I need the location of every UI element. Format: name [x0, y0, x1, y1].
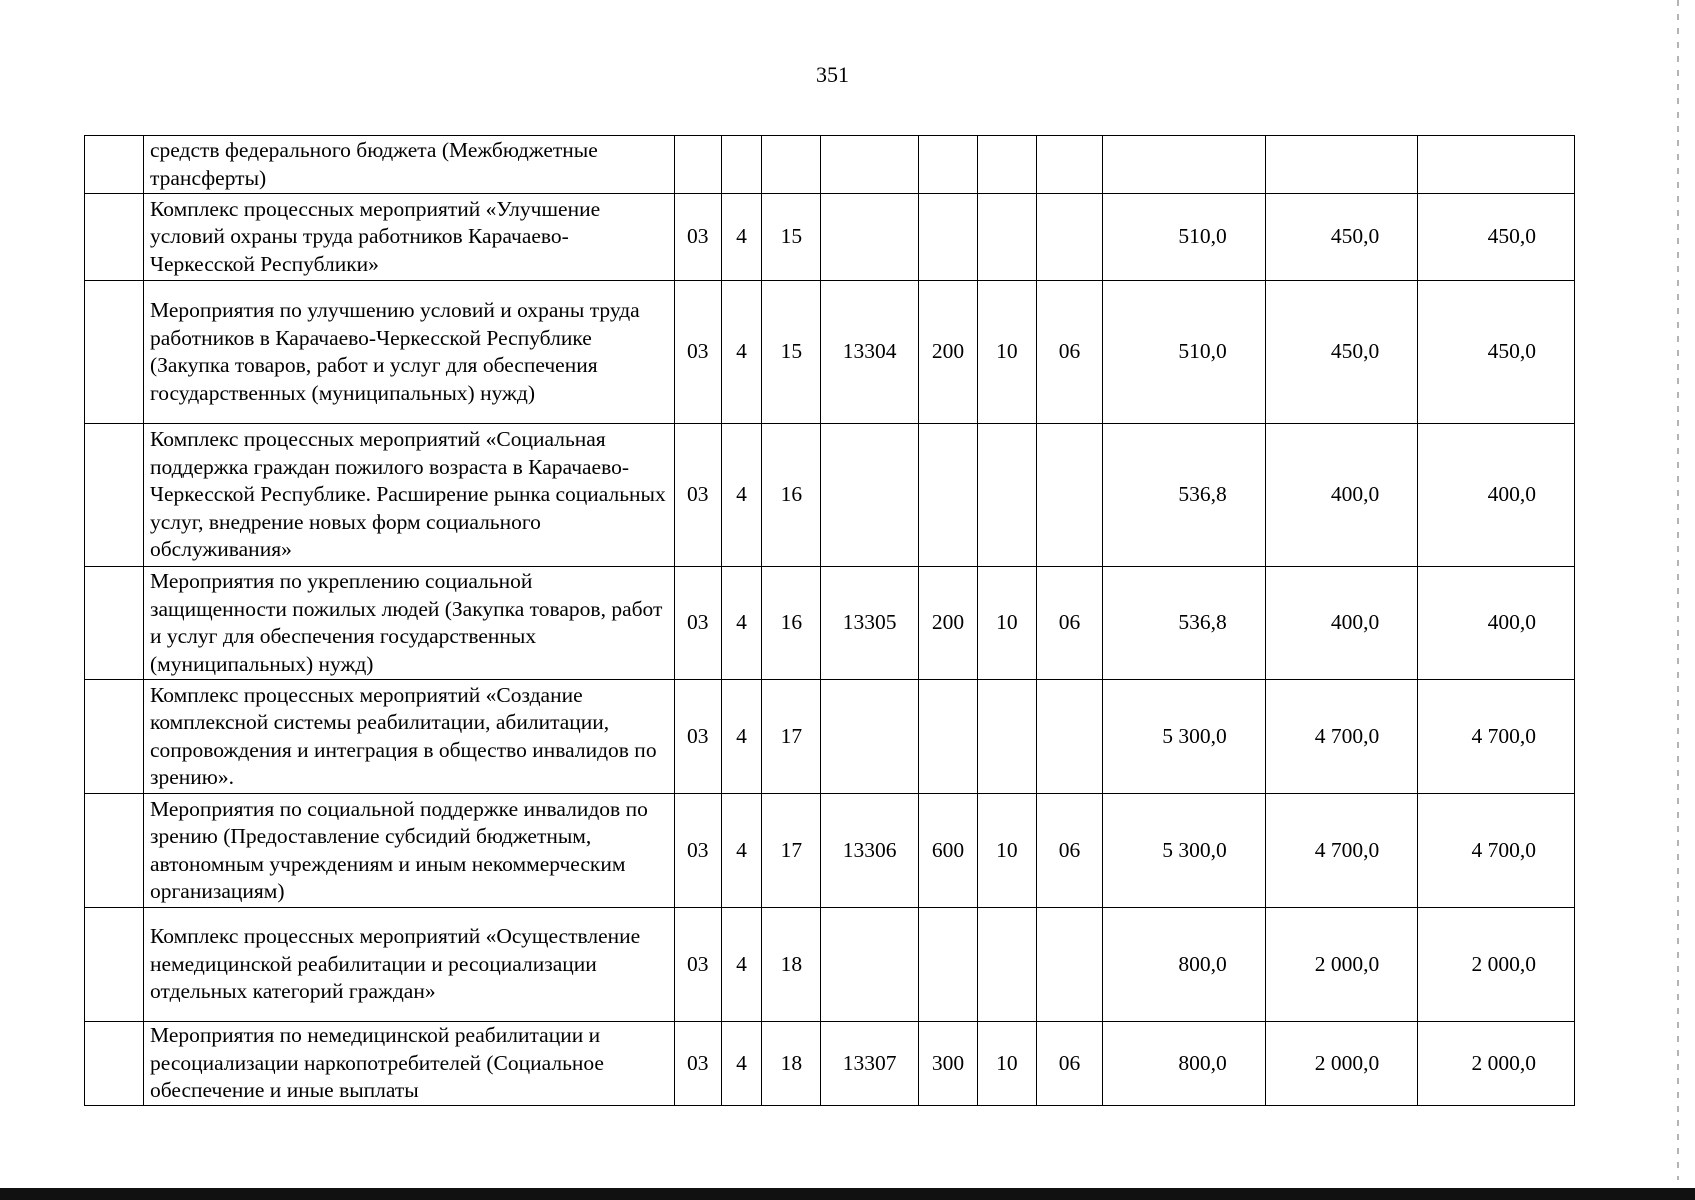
amount-cell-y1: 510,0	[1103, 281, 1266, 424]
code-cell-c6: 10	[977, 281, 1036, 424]
code-cell-c6	[977, 680, 1036, 794]
code-cell-c4	[821, 424, 919, 567]
row-number-cell	[85, 281, 144, 424]
code-cell-c4	[821, 908, 919, 1022]
amount-cell-y3	[1418, 136, 1575, 194]
table-row	[85, 281, 1575, 424]
row-number-cell	[85, 136, 144, 194]
budget-table-body	[85, 136, 1575, 1106]
code-cell-c5	[918, 136, 977, 194]
description-cell: Комплекс процессных мероприятий «Создание комплексной системы реабилитации, абилитации, сопровождения и интеграция в общество инвалидов по зрению».	[143, 680, 674, 794]
description-cell: Комплекс процессных мероприятий «Улучшение условий охраны труда работников Карачаево-Черкесской Республики»	[143, 194, 674, 281]
code-cell-c2: 4	[721, 1022, 762, 1106]
code-cell-c6	[977, 424, 1036, 567]
code-cell-c5	[918, 424, 977, 567]
amount-cell-y2: 2 000,0	[1265, 1022, 1418, 1106]
table-row	[85, 908, 1575, 1022]
amount-cell-y3: 450,0	[1418, 194, 1575, 281]
code-cell-c7: 06	[1036, 794, 1102, 908]
code-cell-c7: 06	[1036, 281, 1102, 424]
code-cell-c5	[918, 680, 977, 794]
code-cell-c4: 13307	[821, 1022, 919, 1106]
amount-cell-y2: 400,0	[1265, 424, 1418, 567]
amount-cell-y3: 400,0	[1418, 567, 1575, 680]
code-cell-c3: 18	[762, 908, 821, 1022]
amount-cell-y3: 4 700,0	[1418, 680, 1575, 794]
amount-cell-y2: 4 700,0	[1265, 680, 1418, 794]
code-cell-c6	[977, 194, 1036, 281]
row-number-cell	[85, 794, 144, 908]
code-cell-c5	[918, 908, 977, 1022]
scan-edge-line	[1677, 0, 1679, 1180]
code-cell-c4: 13304	[821, 281, 919, 424]
code-cell-c2	[721, 136, 762, 194]
code-cell-c7	[1036, 136, 1102, 194]
row-number-cell	[85, 194, 144, 281]
amount-cell-y1: 5 300,0	[1103, 680, 1266, 794]
table-row	[85, 680, 1575, 794]
code-cell-c1: 03	[674, 908, 721, 1022]
code-cell-c1: 03	[674, 281, 721, 424]
code-cell-c3: 15	[762, 281, 821, 424]
code-cell-c3: 16	[762, 424, 821, 567]
code-cell-c7: 06	[1036, 1022, 1102, 1106]
code-cell-c6: 10	[977, 567, 1036, 680]
code-cell-c1: 03	[674, 567, 721, 680]
amount-cell-y3: 4 700,0	[1418, 794, 1575, 908]
code-cell-c4	[821, 136, 919, 194]
amount-cell-y2: 450,0	[1265, 281, 1418, 424]
code-cell-c3	[762, 136, 821, 194]
code-cell-c1: 03	[674, 1022, 721, 1106]
row-number-cell	[85, 680, 144, 794]
code-cell-c6	[977, 136, 1036, 194]
amount-cell-y1: 510,0	[1103, 194, 1266, 281]
budget-table	[84, 135, 1575, 1106]
amount-cell-y3: 2 000,0	[1418, 908, 1575, 1022]
scan-bottom-bar	[0, 1188, 1695, 1200]
table-row	[85, 794, 1575, 908]
code-cell-c5: 300	[918, 1022, 977, 1106]
code-cell-c4	[821, 194, 919, 281]
code-cell-c5: 200	[918, 567, 977, 680]
amount-cell-y1: 536,8	[1103, 424, 1266, 567]
description-cell: средств федерального бюджета (Межбюджетные трансферты)	[143, 136, 674, 194]
description-cell: Мероприятия по немедицинской реабилитации и ресоциализации наркопотребителей (Социальное обеспечение и иные выплаты	[143, 1022, 674, 1106]
code-cell-c1: 03	[674, 424, 721, 567]
code-cell-c1: 03	[674, 680, 721, 794]
code-cell-c4: 13305	[821, 567, 919, 680]
table-row	[85, 424, 1575, 567]
code-cell-c1	[674, 136, 721, 194]
code-cell-c5	[918, 194, 977, 281]
code-cell-c2: 4	[721, 680, 762, 794]
code-cell-c3: 17	[762, 794, 821, 908]
code-cell-c1: 03	[674, 794, 721, 908]
code-cell-c2: 4	[721, 194, 762, 281]
description-cell: Мероприятия по улучшению условий и охраны труда работников в Карачаево-Черкесской Республике (Закупка товаров, работ и услуг для обеспечения государственных (муниципальных) нужд)	[143, 281, 674, 424]
amount-cell-y1: 800,0	[1103, 1022, 1266, 1106]
code-cell-c2: 4	[721, 424, 762, 567]
code-cell-c1: 03	[674, 194, 721, 281]
code-cell-c4: 13306	[821, 794, 919, 908]
amount-cell-y1: 5 300,0	[1103, 794, 1266, 908]
code-cell-c3: 18	[762, 1022, 821, 1106]
row-number-cell	[85, 424, 144, 567]
amount-cell-y2: 400,0	[1265, 567, 1418, 680]
page-number: 351	[816, 62, 849, 87]
table-row	[85, 136, 1575, 194]
code-cell-c7	[1036, 194, 1102, 281]
amount-cell-y2: 4 700,0	[1265, 794, 1418, 908]
description-cell: Комплекс процессных мероприятий «Осуществление немедицинской реабилитации и ресоциализации отдельных категорий граждан»	[143, 908, 674, 1022]
table-row	[85, 1022, 1575, 1106]
code-cell-c4	[821, 680, 919, 794]
code-cell-c2: 4	[721, 794, 762, 908]
code-cell-c2: 4	[721, 567, 762, 680]
description-cell: Мероприятия по укреплению социальной защищенности пожилых людей (Закупка товаров, работ и услуг для обеспечения государственных (муниципальных) нужд)	[143, 567, 674, 680]
description-cell: Мероприятия по социальной поддержке инвалидов по зрению (Предоставление субсидий бюджетным, автономным учреждениям и иным некоммерческим организациям)	[143, 794, 674, 908]
amount-cell-y3: 450,0	[1418, 281, 1575, 424]
amount-cell-y2: 450,0	[1265, 194, 1418, 281]
code-cell-c7	[1036, 908, 1102, 1022]
amount-cell-y2: 2 000,0	[1265, 908, 1418, 1022]
code-cell-c6	[977, 908, 1036, 1022]
code-cell-c5: 200	[918, 281, 977, 424]
code-cell-c3: 17	[762, 680, 821, 794]
code-cell-c5: 600	[918, 794, 977, 908]
code-cell-c6: 10	[977, 1022, 1036, 1106]
row-number-cell	[85, 567, 144, 680]
amount-cell-y3: 400,0	[1418, 424, 1575, 567]
amount-cell-y1: 800,0	[1103, 908, 1266, 1022]
description-cell: Комплекс процессных мероприятий «Социальная поддержка граждан пожилого возраста в Карачаево-Черкесской Республике. Расширение рынка социальных услуг, внедрение новых форм социального обслуживания»	[143, 424, 674, 567]
row-number-cell	[85, 1022, 144, 1106]
code-cell-c7	[1036, 680, 1102, 794]
code-cell-c7: 06	[1036, 567, 1102, 680]
code-cell-c6: 10	[977, 794, 1036, 908]
amount-cell-y2	[1265, 136, 1418, 194]
code-cell-c2: 4	[721, 281, 762, 424]
row-number-cell	[85, 908, 144, 1022]
code-cell-c3: 15	[762, 194, 821, 281]
code-cell-c3: 16	[762, 567, 821, 680]
amount-cell-y1	[1103, 136, 1266, 194]
amount-cell-y3: 2 000,0	[1418, 1022, 1575, 1106]
code-cell-c7	[1036, 424, 1102, 567]
table-row	[85, 194, 1575, 281]
code-cell-c2: 4	[721, 908, 762, 1022]
table-row	[85, 567, 1575, 680]
amount-cell-y1: 536,8	[1103, 567, 1266, 680]
